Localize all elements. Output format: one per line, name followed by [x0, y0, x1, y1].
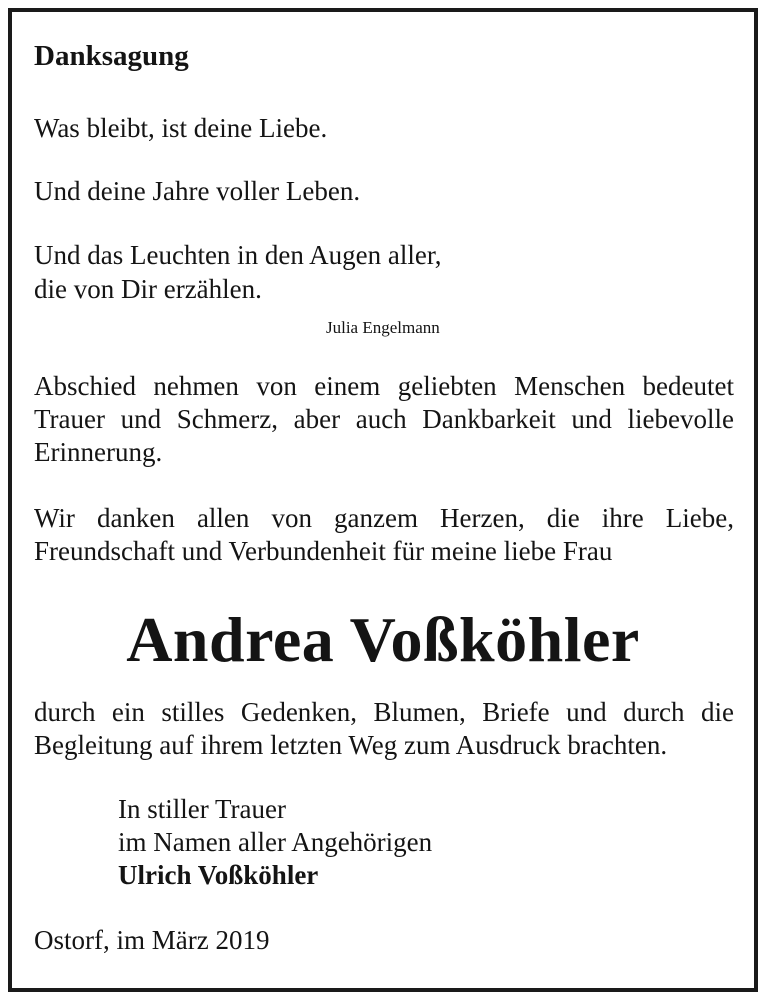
paragraph-remembrance	[34, 696, 734, 762]
place-date: Ostorf, im März 2019	[34, 925, 270, 955]
paragraph-farewell-line-1: Abschied nehmen von einem geliebten Menschen bedeutet	[34, 371, 734, 401]
deceased-name: Andrea Voßköhler	[126, 604, 640, 675]
paragraph-thanks	[34, 502, 734, 568]
poem-line-4: die von Dir erzählen.	[34, 274, 262, 304]
notice-heading: Danksagung	[34, 40, 189, 72]
signature-name: Ulrich Voßköhler	[118, 860, 319, 890]
paragraph-farewell-line-2: Trauer und Schmerz, aber auch Dankbarkeit und liebevolle	[34, 404, 734, 434]
paragraph-thanks-line-2: Freundschaft und Verbundenheit für meine liebe Frau	[34, 536, 613, 566]
paragraph-remembrance-line-1: durch ein stilles Gedenken, Blumen, Briefe und durch die	[34, 697, 734, 727]
paragraph-remembrance-line-2: Begleitung auf ihrem letzten Weg zum Ausdruck brachten.	[34, 730, 668, 760]
signature-line-2: im Namen aller Angehörigen	[118, 827, 433, 857]
poem-line-2: Und deine Jahre voller Leben.	[34, 176, 361, 206]
poem-line-1: Was bleibt, ist deine Liebe.	[34, 113, 328, 143]
notice-frame	[8, 8, 758, 992]
paragraph-farewell-line-3: Erinnerung.	[34, 437, 163, 467]
paragraph-thanks-line-1: Wir danken allen von ganzem Herzen, die ihre Liebe,	[34, 503, 734, 533]
poem-line-3: Und das Leuchten in den Augen aller,	[34, 240, 442, 270]
signature-line-1: In stiller Trauer	[118, 794, 286, 824]
paragraph-farewell	[34, 370, 734, 469]
poem-author: Julia Engelmann	[326, 318, 440, 337]
